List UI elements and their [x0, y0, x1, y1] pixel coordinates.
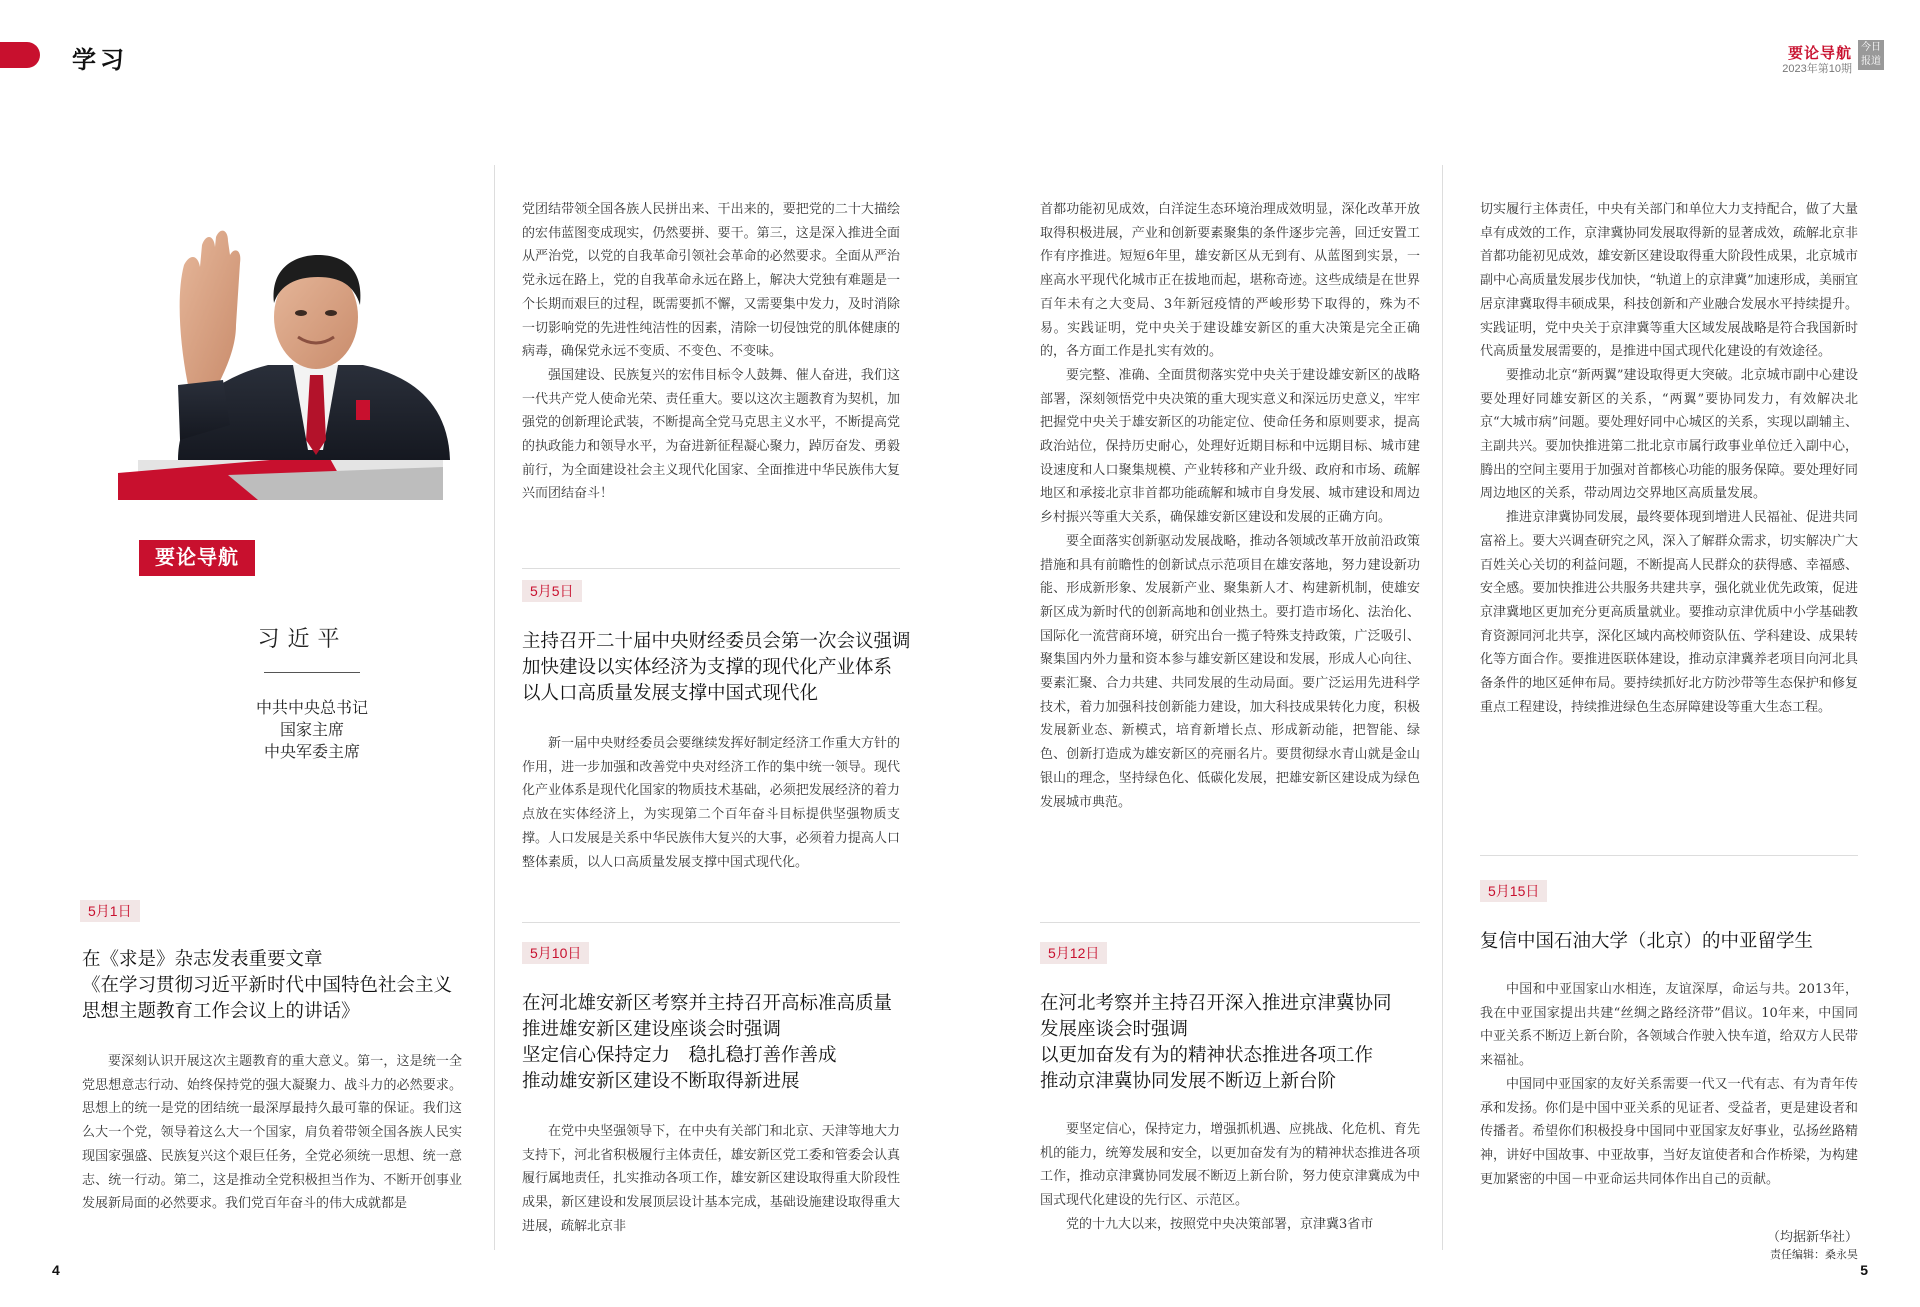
- column-divider: [494, 165, 495, 1250]
- author-title-line: 中共中央总书记: [255, 700, 368, 717]
- magazine-issue: 2023年第10期: [1782, 63, 1852, 75]
- date-tag: 5月10日: [522, 942, 589, 964]
- article-headline: 在河北考察并主持召开深入推进京津冀协同 发展座谈会时强调 以更加奋发有为的精神状态推进各项工作 推动京津冀协同发展不断迈上新台阶: [1040, 992, 1392, 1091]
- article-headline: 主持召开二十届中央财经委员会第一次会议强调 加快建设以实体经济为支撑的现代化产业体系 以人口高质量发展支撑中国式现代化: [522, 630, 911, 703]
- article-body-continued: 党团结带领全国各族人民拼出来、干出来的，要把党的二十大描绘的宏伟蓝图变成现实，仍然要拼、要干。第三，这是深入推进全面从严治党，以党的自我革命引领社会革命的必然要求。全面从严治党永远在路上，党的自我革命永远在路上，解决大党独有难题是一个长期而艰巨的过程，既需要抓不懈，又需要集中发力，及时消除一切影响党的先进性纯洁性的因素，清除一切侵蚀党的肌体健康的病毒，确保党永远不变质、不变色、不变味。 强国建设、民族复兴的宏伟目标令人鼓舞、催人奋进，我们这一代共产党人使命光荣、责任重大。要以这次主题教育为契机，加强党的创新理论武装，不断提高全党马克思主义水平，不断提高党的执政能力和领导水平，为奋进新征程凝心聚力，踔厉奋发、勇毅前行，为全面建设社会主义现代化国家、全面推进中华民族伟大复兴而团结奋斗！: [522, 202, 900, 502]
- author-name: 习近平: [257, 627, 348, 652]
- article-body: 要坚定信心，保持定力，增强抓机遇、应挑战、化危机、育先机的能力，统筹发展和安全，以更加奋发有为的精神状态推进各项工作，推动京津冀协同发展不断迈上新台阶，努力使京津冀成为中国式现代化建设的先行区、示范区。 党的十九大以来，按照党中央决策部署，京津冀3省市: [1040, 1122, 1420, 1232]
- article-body: 要深刻认识开展这次主题教育的重大意义。第一，这是统一全党思想意志行动、始终保持党的强大凝聚力、战斗力的必然要求。思想上的统一是党的团结统一最深厚最持久最可靠的保证。我们这么大一个党，领导着这么大一个国家，肩负着带领全国各族人民实现国家强盛、民族复兴这个艰巨任务，全党必须统一思想、统一意志、统一行动。第二，这是推动全党积极担当作为、不断开创事业发展新局面的必然要求。我们党百年奋斗的伟大成就都是: [82, 1054, 462, 1212]
- author-title-line: 国家主席: [279, 722, 344, 739]
- page-number-left: 4: [52, 1262, 60, 1278]
- author-titles: [212, 698, 412, 764]
- article-separator: [1480, 855, 1858, 856]
- section-badge: 要论导航: [139, 540, 255, 576]
- article-separator: [1040, 922, 1420, 923]
- column-divider: [1442, 165, 1443, 1250]
- article-headline: 在《求是》杂志发表重要文章 《在学习贯彻习近平新时代中国特色社会主义 思想主题教育工作会议上的讲话》: [82, 948, 453, 1021]
- author-divider: [264, 672, 360, 673]
- date-tag: 5月1日: [80, 900, 140, 922]
- article-body-continued: 切实履行主体责任，中央有关部门和单位大力支持配合，做了大量卓有成效的工作，京津冀协同发展取得新的显著成效，疏解北京非首都功能初见成效，雄安新区建设取得重大阶段性成果，北京城市副中心高质量发展步伐加快，“轨道上的京津冀”加速形成，美丽宜居京津冀取得丰硕成果，科技创新和产业融合发展水平持续提升。实践证明，党中央关于京津冀等重大区域发展战略是符合我国新时代高质量发展需要的，是推进中国式现代化建设的有效途径。 要推动北京“新两翼”建设取得更大突破。北京城市副中心建设要处理好同雄安新区的关系，“两翼”要协同发力，有效解决北京“大城市病”问题。要处理好同中心城区的关系，实现以副辅主、主副共兴。要加快推进第二批北京市属行政事业单位迁入副中心，腾出的空间主要用于加强对首都核心功能的服务保障。要处理好同周边地区的关系，带动周边交界地区高质量发展。 推进京津冀协同发展，最终要体现到增进人民福祉、促进共同富裕上。要大兴调查研究之风，深入了解群众需求，切实解决广大百姓关心关切的利益问题，不断提高人民群众的获得感、幸福感、安全感。要加快推进公共服务共建共享，强化就业优先政策，促进京津冀地区更加充分更高质量就业。要推动京津优质中小学基础教育资源同河北共享，深化区域内高校师资队伍、学科建设、成果转化等方面合作。要推进医联体建设，推动京津冀养老项目向河北具备条件的地区延伸布局。要持续抓好北方防沙带等生态保护和修复重点工程建设，持续推进绿色生态屏障建设等重大生态工程。: [1480, 202, 1858, 715]
- article-separator: [522, 922, 900, 923]
- article-body: 在党中央坚强领导下，在中央有关部门和北京、天津等地大力支持下，河北省积极履行主体责任，雄安新区党工委和管委会认真履行属地责任，扎实推动各项工作，雄安新区建设取得重大阶段性成果，新区建设和发展顶层设计基本完成，基础设施建设取得重大进展，疏解北京非: [522, 1124, 900, 1234]
- magazine-section-name: 要论导航: [1787, 45, 1852, 62]
- article-headline: 复信中国石油大学（北京）的中亚留学生: [1480, 930, 1814, 951]
- date-tag: 5月5日: [522, 580, 582, 602]
- section-title: 学习: [72, 47, 128, 74]
- editor-credit: 责任编辑：桑永昊: [1770, 1249, 1858, 1261]
- article-headline: 在河北雄安新区考察并主持召开高标准高质量 推进雄安新区建设座谈会时强调 坚定信心保持定力 稳扎稳打善作善成 推动雄安新区建设不断取得新进展: [522, 992, 893, 1091]
- section-tab-marker: [0, 42, 40, 68]
- article-body-continued: 首都功能初见成效，白洋淀生态环境治理成效明显，深化改革开放取得积极进展，产业和创新要素聚集的条件逐步完善，回迁安置工作有序推进。短短6年里，雄安新区从无到有、从蓝图到实景，一座高水平现代化城市正在拔地而起，堪称奇迹。这些成绩是在世界百年未有之大变局、3年新冠疫情的严峻形势下取得的，殊为不易。实践证明，党中央关于建设雄安新区的重大决策是完全正确的，各方面工作是扎实有效的。 要完整、准确、全面贯彻落实党中央关于建设雄安新区的战略部署，深刻领悟党中央决策的重大现实意义和深远历史意义，牢牢把握党中央关于雄安新区的功能定位、使命任务和原则要求，提高政治站位，保持历史耐心，处理好近期目标和中远期目标、城市建设速度和人口聚集规模、产业转移和产业升级、政府和市场、疏解地区和承接北京非首都功能疏解和城市自身发展、城市建设和周边乡村振兴等重大关系，确保雄安新区建设和发展的正确方向。 要全面落实创新驱动发展战略，推动各领域改革开放前沿政策措施和具有前瞻性的创新试点示范项目在雄安落地，努力建设新功能、形成新形象、发展新产业、聚集新人才、构建新机制，使雄安新区成为新时代的创新高地和创业热土。要打造市场化、法治化、国际化一流营商环境，研究出台一揽子特殊支持政策，广泛吸引、聚集国内外力量和资本参与雄安新区建设和发展，形成人心向往、要素汇聚、合力共建、共同发展的生动局面。要广泛运用先进科学技术，着力加强科技创新能力建设，加大科技成果转化力度，积极发展新业态、新模式，培育新增长点、形成新动能，把智能、绿色、创新打造成为雄安新区的亮丽名片。要贯彻绿水青山就是金山银山的理念，坚持绿色化、低碳化发展，把雄安新区建设成为绿色发展城市典范。: [1040, 202, 1420, 810]
- article-body: 新一届中央财经委员会要继续发挥好制定经济工作重大方针的作用，进一步加强和改善党中央对经济工作的集中统一领导。现代化产业体系是现代化国家的物质技术基础，必须把发展经济的着力点放在实体经济上，为实现第二个百年奋斗目标提供坚强物质支撑。人口发展是关系中华民族伟大复兴的大事，必须着力提高人口整体素质，以人口高质量发展支撑中国式现代化。: [522, 736, 900, 870]
- article-separator: [522, 568, 900, 569]
- author-title-line: 中央军委主席: [263, 744, 360, 761]
- date-tag: 5月15日: [1480, 880, 1547, 902]
- page-number-right: 5: [1860, 1262, 1868, 1278]
- article-body: 中国和中亚国家山水相连，友谊深厚，命运与共。2013年，我在中亚国家提出共建“丝绸之路经济带”倡议。10年来，中国同中亚关系不断迈上新台阶，各领域合作驶入快车道，给双方人民带来福祉。 中国同中亚国家的友好关系需要一代又一代有志、有为青年传承和发扬。你们是中国中亚关系的见证者、受益者，更是建设者和传播者。希望你们积极投身中国同中亚国家友好事业，弘扬丝路精神，讲好中国故事、中亚故事，当好友谊使者和合作桥梁，为构建更加紧密的中国－中亚命运共同体作出自己的贡献。: [1480, 982, 1858, 1187]
- date-tag: 5月12日: [1040, 942, 1107, 964]
- portrait-image: [118, 225, 463, 500]
- magazine-badge: 今日报道: [1858, 40, 1884, 70]
- article-source: （均据新华社）: [1766, 1230, 1858, 1245]
